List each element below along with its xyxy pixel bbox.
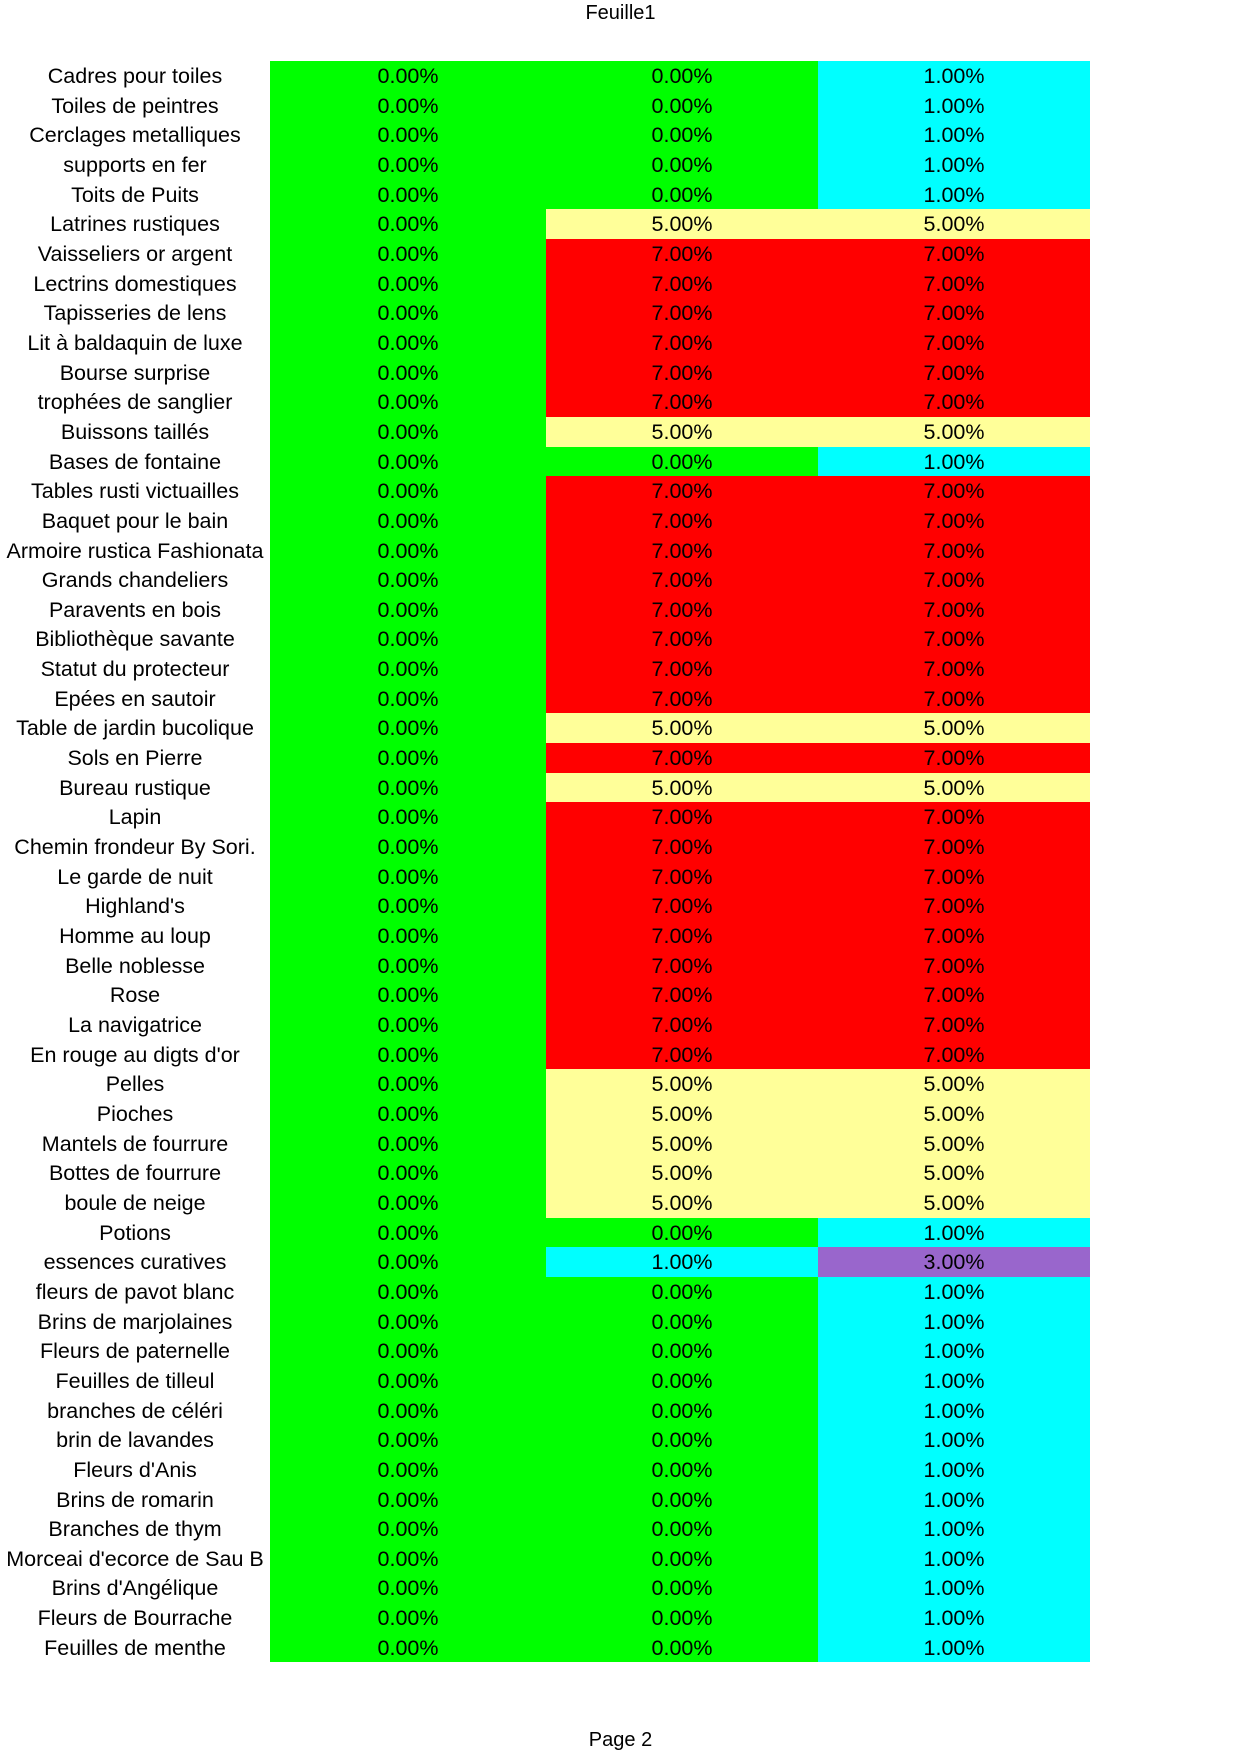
- row-label: Homme au loup: [59, 924, 211, 949]
- value-cell: 7.00%: [818, 862, 1090, 892]
- value-cell: 0.00%: [270, 624, 546, 654]
- value-cell: 7.00%: [818, 387, 1090, 417]
- table-row: [0, 209, 1090, 239]
- value-cell: 0.00%: [270, 1455, 546, 1485]
- sheet-title: Feuille1: [585, 2, 656, 24]
- value-cell: 0.00%: [546, 1514, 818, 1544]
- table-row: [0, 1010, 1090, 1040]
- value-cell: 5.00%: [818, 1069, 1090, 1099]
- value-cell: 7.00%: [546, 921, 818, 951]
- table-row: [0, 417, 1090, 447]
- page-footer: Page 2: [588, 1729, 653, 1751]
- value-cell: 1.00%: [818, 1603, 1090, 1633]
- table-row: [0, 91, 1090, 121]
- spreadsheet-table: [0, 61, 1090, 1662]
- value-cell: 0.00%: [270, 476, 546, 506]
- value-cell: 7.00%: [546, 980, 818, 1010]
- row-label: Lapin: [108, 805, 162, 830]
- value-cell: 1.00%: [818, 1307, 1090, 1337]
- row-label: En rouge au digts d'or: [30, 1042, 240, 1067]
- row-label: Statut du protecteur: [40, 657, 230, 682]
- row-label: branches de céléri: [47, 1398, 223, 1423]
- value-cell: 1.00%: [818, 1336, 1090, 1366]
- value-cell: 5.00%: [546, 773, 818, 803]
- value-cell: 0.00%: [270, 387, 546, 417]
- row-label: Bottes de fourrure: [48, 1161, 222, 1186]
- row-label: Fleurs d'Anis: [73, 1457, 197, 1482]
- value-cell: 0.00%: [546, 447, 818, 477]
- value-cell: 7.00%: [818, 298, 1090, 328]
- table-row: [0, 921, 1090, 951]
- row-label: Mantels de fourrure: [41, 1131, 229, 1156]
- value-cell: 7.00%: [546, 832, 818, 862]
- table-row: [0, 298, 1090, 328]
- row-label: Epées en sautoir: [54, 686, 216, 711]
- value-cell: 1.00%: [818, 1396, 1090, 1426]
- row-label: Sols en Pierre: [67, 746, 203, 771]
- table-row: [0, 1218, 1090, 1248]
- row-label: Brins de marjolaines: [37, 1309, 233, 1334]
- table-row: [0, 506, 1090, 536]
- value-cell: 7.00%: [818, 358, 1090, 388]
- value-cell: 5.00%: [818, 417, 1090, 447]
- value-cell: 0.00%: [546, 1277, 818, 1307]
- value-cell: 0.00%: [270, 1307, 546, 1337]
- value-cell: 0.00%: [270, 1425, 546, 1455]
- row-label: Potions: [99, 1220, 171, 1245]
- value-cell: 7.00%: [546, 624, 818, 654]
- value-cell: 5.00%: [818, 713, 1090, 743]
- row-label: Chemin frondeur By Sori.: [14, 835, 256, 860]
- value-cell: 1.00%: [818, 1485, 1090, 1515]
- value-cell: 7.00%: [818, 595, 1090, 625]
- table-row: [0, 1485, 1090, 1515]
- value-cell: 7.00%: [546, 298, 818, 328]
- value-cell: 0.00%: [546, 1307, 818, 1337]
- value-cell: 0.00%: [270, 120, 546, 150]
- value-cell: 7.00%: [546, 506, 818, 536]
- value-cell: 0.00%: [270, 565, 546, 595]
- table-row: [0, 743, 1090, 773]
- row-label: Tapisseries de lens: [43, 301, 227, 326]
- value-cell: 0.00%: [270, 832, 546, 862]
- value-cell: 7.00%: [546, 1040, 818, 1070]
- value-cell: 0.00%: [270, 209, 546, 239]
- value-cell: 0.00%: [270, 239, 546, 269]
- table-row: [0, 1099, 1090, 1129]
- value-cell: 7.00%: [546, 654, 818, 684]
- value-cell: 0.00%: [270, 506, 546, 536]
- table-row: [0, 713, 1090, 743]
- row-label: Pioches: [96, 1101, 174, 1126]
- value-cell: 7.00%: [546, 476, 818, 506]
- value-cell: 0.00%: [270, 980, 546, 1010]
- table-row: [0, 447, 1090, 477]
- table-row: [0, 654, 1090, 684]
- value-cell: 0.00%: [270, 417, 546, 447]
- value-cell: 7.00%: [818, 743, 1090, 773]
- value-cell: 5.00%: [546, 1099, 818, 1129]
- row-label: supports en fer: [63, 152, 207, 177]
- row-label: Toiles de peintres: [51, 93, 219, 118]
- value-cell: 0.00%: [270, 921, 546, 951]
- table-row: [0, 802, 1090, 832]
- table-row: [0, 862, 1090, 892]
- value-cell: 7.00%: [818, 476, 1090, 506]
- value-cell: 5.00%: [818, 1099, 1090, 1129]
- value-cell: 0.00%: [270, 1188, 546, 1218]
- row-label: Belle noblesse: [65, 953, 205, 978]
- value-cell: 0.00%: [270, 91, 546, 121]
- row-label: Pelles: [105, 1072, 165, 1097]
- row-label: Cerclages metalliques: [29, 123, 241, 148]
- value-cell: 0.00%: [270, 1573, 546, 1603]
- value-cell: 5.00%: [546, 417, 818, 447]
- value-cell: 0.00%: [270, 298, 546, 328]
- value-cell: 0.00%: [270, 1129, 546, 1159]
- row-label: boule de neige: [64, 1190, 206, 1215]
- value-cell: 0.00%: [270, 1069, 546, 1099]
- row-label: Armoire rustica Fashionata: [6, 538, 264, 563]
- value-cell: 7.00%: [818, 891, 1090, 921]
- value-cell: 7.00%: [818, 565, 1090, 595]
- row-label: La navigatrice: [68, 1013, 202, 1037]
- table-row: [0, 595, 1090, 625]
- value-cell: 7.00%: [546, 891, 818, 921]
- value-cell: 1.00%: [818, 1455, 1090, 1485]
- value-cell: 7.00%: [546, 684, 818, 714]
- value-cell: 0.00%: [270, 150, 546, 180]
- value-cell: 0.00%: [546, 150, 818, 180]
- row-label: Baquet pour le bain: [41, 508, 229, 533]
- value-cell: 0.00%: [546, 120, 818, 150]
- value-cell: 0.00%: [270, 773, 546, 803]
- table-row: [0, 1425, 1090, 1455]
- value-cell: 1.00%: [818, 180, 1090, 210]
- table-row: [0, 1069, 1090, 1099]
- table-row: [0, 1307, 1090, 1337]
- value-cell: 0.00%: [270, 447, 546, 477]
- table-row: [0, 832, 1090, 862]
- value-cell: 7.00%: [546, 358, 818, 388]
- row-label: Bases de fontaine: [48, 449, 222, 474]
- table-row: [0, 980, 1090, 1010]
- row-label: Lit à baldaquin de luxe: [27, 330, 243, 355]
- table-row: [0, 476, 1090, 506]
- value-cell: 0.00%: [270, 802, 546, 832]
- value-cell: 0.00%: [270, 951, 546, 981]
- value-cell: 0.00%: [270, 1514, 546, 1544]
- value-cell: 1.00%: [818, 1573, 1090, 1603]
- value-cell: 7.00%: [818, 239, 1090, 269]
- value-cell: 0.00%: [270, 180, 546, 210]
- value-cell: 0.00%: [270, 358, 546, 388]
- value-cell: 3.00%: [818, 1247, 1090, 1277]
- value-cell: 7.00%: [818, 1040, 1090, 1070]
- table-row: [0, 1188, 1090, 1218]
- value-cell: 0.00%: [270, 1485, 546, 1515]
- row-label: Lectrins domestiques: [33, 271, 237, 296]
- row-label: essences curatives: [43, 1250, 227, 1275]
- value-cell: 0.00%: [270, 1010, 546, 1040]
- row-label: Brins de romarin: [56, 1487, 214, 1512]
- value-cell: 5.00%: [818, 209, 1090, 239]
- value-cell: 0.00%: [546, 1455, 818, 1485]
- value-cell: 1.00%: [818, 447, 1090, 477]
- value-cell: 7.00%: [546, 536, 818, 566]
- row-label: Feuilles de menthe: [44, 1635, 226, 1660]
- value-cell: 0.00%: [270, 1544, 546, 1574]
- value-cell: 1.00%: [818, 150, 1090, 180]
- value-cell: 7.00%: [818, 328, 1090, 358]
- table-row: [0, 180, 1090, 210]
- value-cell: 0.00%: [270, 1099, 546, 1129]
- row-label: brin de lavandes: [56, 1428, 214, 1453]
- value-cell: 7.00%: [546, 862, 818, 892]
- value-cell: 0.00%: [270, 743, 546, 773]
- value-cell: 0.00%: [270, 595, 546, 625]
- value-cell: 0.00%: [270, 1336, 546, 1366]
- value-cell: 0.00%: [270, 713, 546, 743]
- value-cell: 0.00%: [270, 1247, 546, 1277]
- table-row: [0, 624, 1090, 654]
- table-row: [0, 239, 1090, 269]
- value-cell: 7.00%: [546, 951, 818, 981]
- value-cell: 0.00%: [270, 269, 546, 299]
- table-row: [0, 1455, 1090, 1485]
- row-label: Highland's: [85, 894, 185, 919]
- value-cell: 7.00%: [546, 565, 818, 595]
- row-label: Tables rusti victuailles: [31, 479, 239, 504]
- value-cell: 0.00%: [546, 180, 818, 210]
- table-row: [0, 387, 1090, 417]
- value-cell: 0.00%: [270, 1603, 546, 1633]
- value-cell: 0.00%: [270, 684, 546, 714]
- row-label: Paravents en bois: [48, 597, 222, 622]
- table-row: [0, 1129, 1090, 1159]
- row-label: fleurs de pavot blanc: [35, 1279, 235, 1304]
- table-row: [0, 1247, 1090, 1277]
- value-cell: 5.00%: [546, 1069, 818, 1099]
- value-cell: 7.00%: [546, 802, 818, 832]
- table-row: [0, 1573, 1090, 1603]
- value-cell: 0.00%: [270, 1366, 546, 1396]
- value-cell: 0.00%: [546, 1633, 818, 1663]
- value-cell: 1.00%: [818, 1366, 1090, 1396]
- value-cell: 1.00%: [818, 1277, 1090, 1307]
- value-cell: 0.00%: [270, 1218, 546, 1248]
- table-row: [0, 891, 1090, 921]
- value-cell: 7.00%: [818, 921, 1090, 951]
- value-cell: 7.00%: [818, 980, 1090, 1010]
- value-cell: 0.00%: [546, 91, 818, 121]
- value-cell: 1.00%: [818, 91, 1090, 121]
- value-cell: 0.00%: [270, 654, 546, 684]
- row-label: Feuilles de tilleul: [55, 1368, 215, 1393]
- table-row: [0, 684, 1090, 714]
- row-label: Buissons taillés: [60, 419, 210, 444]
- value-cell: 7.00%: [546, 743, 818, 773]
- table-row: [0, 1544, 1090, 1574]
- value-cell: 7.00%: [818, 269, 1090, 299]
- value-cell: 0.00%: [546, 1396, 818, 1426]
- table-row: [0, 1396, 1090, 1426]
- value-cell: 0.00%: [546, 1425, 818, 1455]
- value-cell: 0.00%: [546, 1336, 818, 1366]
- table-row: [0, 1277, 1090, 1307]
- row-label: Bureau rustique: [59, 775, 211, 800]
- value-cell: 0.00%: [270, 536, 546, 566]
- value-cell: 5.00%: [818, 1129, 1090, 1159]
- value-cell: 5.00%: [818, 1188, 1090, 1218]
- value-cell: 0.00%: [546, 1544, 818, 1574]
- value-cell: 0.00%: [546, 61, 818, 91]
- value-cell: 7.00%: [546, 328, 818, 358]
- value-cell: 1.00%: [818, 120, 1090, 150]
- row-label: Branches de thym: [48, 1517, 222, 1542]
- row-label: Bibliothèque savante: [35, 627, 235, 652]
- value-cell: 7.00%: [546, 269, 818, 299]
- value-cell: 0.00%: [270, 1040, 546, 1070]
- row-label: Fleurs de paternelle: [39, 1339, 231, 1364]
- value-cell: 1.00%: [546, 1247, 818, 1277]
- row-label: Bourse surprise: [59, 360, 211, 385]
- table-row: [0, 150, 1090, 180]
- value-cell: 7.00%: [818, 802, 1090, 832]
- value-cell: 0.00%: [270, 891, 546, 921]
- value-cell: 5.00%: [546, 713, 818, 743]
- value-cell: 0.00%: [270, 61, 546, 91]
- value-cell: 0.00%: [546, 1603, 818, 1633]
- table-row: [0, 951, 1090, 981]
- value-cell: 0.00%: [270, 1396, 546, 1426]
- table-row: [0, 61, 1090, 91]
- value-cell: 1.00%: [818, 1544, 1090, 1574]
- table-row: [0, 358, 1090, 388]
- row-label: Latrines rustiques: [50, 212, 220, 237]
- row-label: Table de jardin bucolique: [16, 716, 254, 741]
- table-row: [0, 1040, 1090, 1070]
- value-cell: 7.00%: [818, 1010, 1090, 1040]
- value-cell: 5.00%: [818, 773, 1090, 803]
- value-cell: 7.00%: [818, 684, 1090, 714]
- value-cell: 1.00%: [818, 61, 1090, 91]
- row-label: Cadres pour toiles: [47, 64, 223, 88]
- value-cell: 1.00%: [818, 1633, 1090, 1663]
- value-cell: 7.00%: [546, 1010, 818, 1040]
- row-label: Le garde de nuit: [57, 864, 213, 889]
- row-label: Morceai d'ecorce de Sau B: [6, 1546, 264, 1571]
- row-label: Fleurs de Bourrache: [37, 1606, 233, 1631]
- table-row: [0, 269, 1090, 299]
- value-cell: 5.00%: [546, 1158, 818, 1188]
- value-cell: 0.00%: [546, 1573, 818, 1603]
- row-label: Vaisseliers or argent: [37, 241, 233, 266]
- value-cell: 7.00%: [818, 536, 1090, 566]
- table-row: [0, 1633, 1090, 1663]
- value-cell: 5.00%: [546, 1188, 818, 1218]
- table-row: [0, 1158, 1090, 1188]
- row-label: Toits de Puits: [71, 182, 199, 207]
- value-cell: 7.00%: [818, 506, 1090, 536]
- value-cell: 7.00%: [818, 951, 1090, 981]
- value-cell: 0.00%: [270, 328, 546, 358]
- table-row: [0, 1514, 1090, 1544]
- table-row: [0, 1603, 1090, 1633]
- table-row: [0, 565, 1090, 595]
- value-cell: 5.00%: [546, 209, 818, 239]
- table-row: [0, 1366, 1090, 1396]
- value-cell: 7.00%: [818, 832, 1090, 862]
- table-row: [0, 1336, 1090, 1366]
- value-cell: 7.00%: [818, 624, 1090, 654]
- value-cell: 1.00%: [818, 1514, 1090, 1544]
- value-cell: 7.00%: [546, 239, 818, 269]
- value-cell: 1.00%: [818, 1425, 1090, 1455]
- value-cell: 1.00%: [818, 1218, 1090, 1248]
- row-label: trophées de sanglier: [37, 390, 233, 415]
- value-cell: 7.00%: [818, 654, 1090, 684]
- value-cell: 0.00%: [270, 862, 546, 892]
- value-cell: 5.00%: [818, 1158, 1090, 1188]
- table-row: [0, 536, 1090, 566]
- value-cell: 0.00%: [546, 1485, 818, 1515]
- row-label: Brins d'Angélique: [51, 1576, 219, 1601]
- value-cell: 0.00%: [270, 1158, 546, 1188]
- value-cell: 0.00%: [546, 1366, 818, 1396]
- table-row: [0, 773, 1090, 803]
- row-label: Rose: [109, 983, 161, 1008]
- row-label: Grands chandeliers: [41, 568, 229, 593]
- table-row: [0, 120, 1090, 150]
- value-cell: 5.00%: [546, 1129, 818, 1159]
- value-cell: 0.00%: [270, 1277, 546, 1307]
- value-cell: 7.00%: [546, 595, 818, 625]
- value-cell: 0.00%: [270, 1633, 546, 1663]
- value-cell: 0.00%: [546, 1218, 818, 1248]
- value-cell: 7.00%: [546, 387, 818, 417]
- table-row: [0, 328, 1090, 358]
